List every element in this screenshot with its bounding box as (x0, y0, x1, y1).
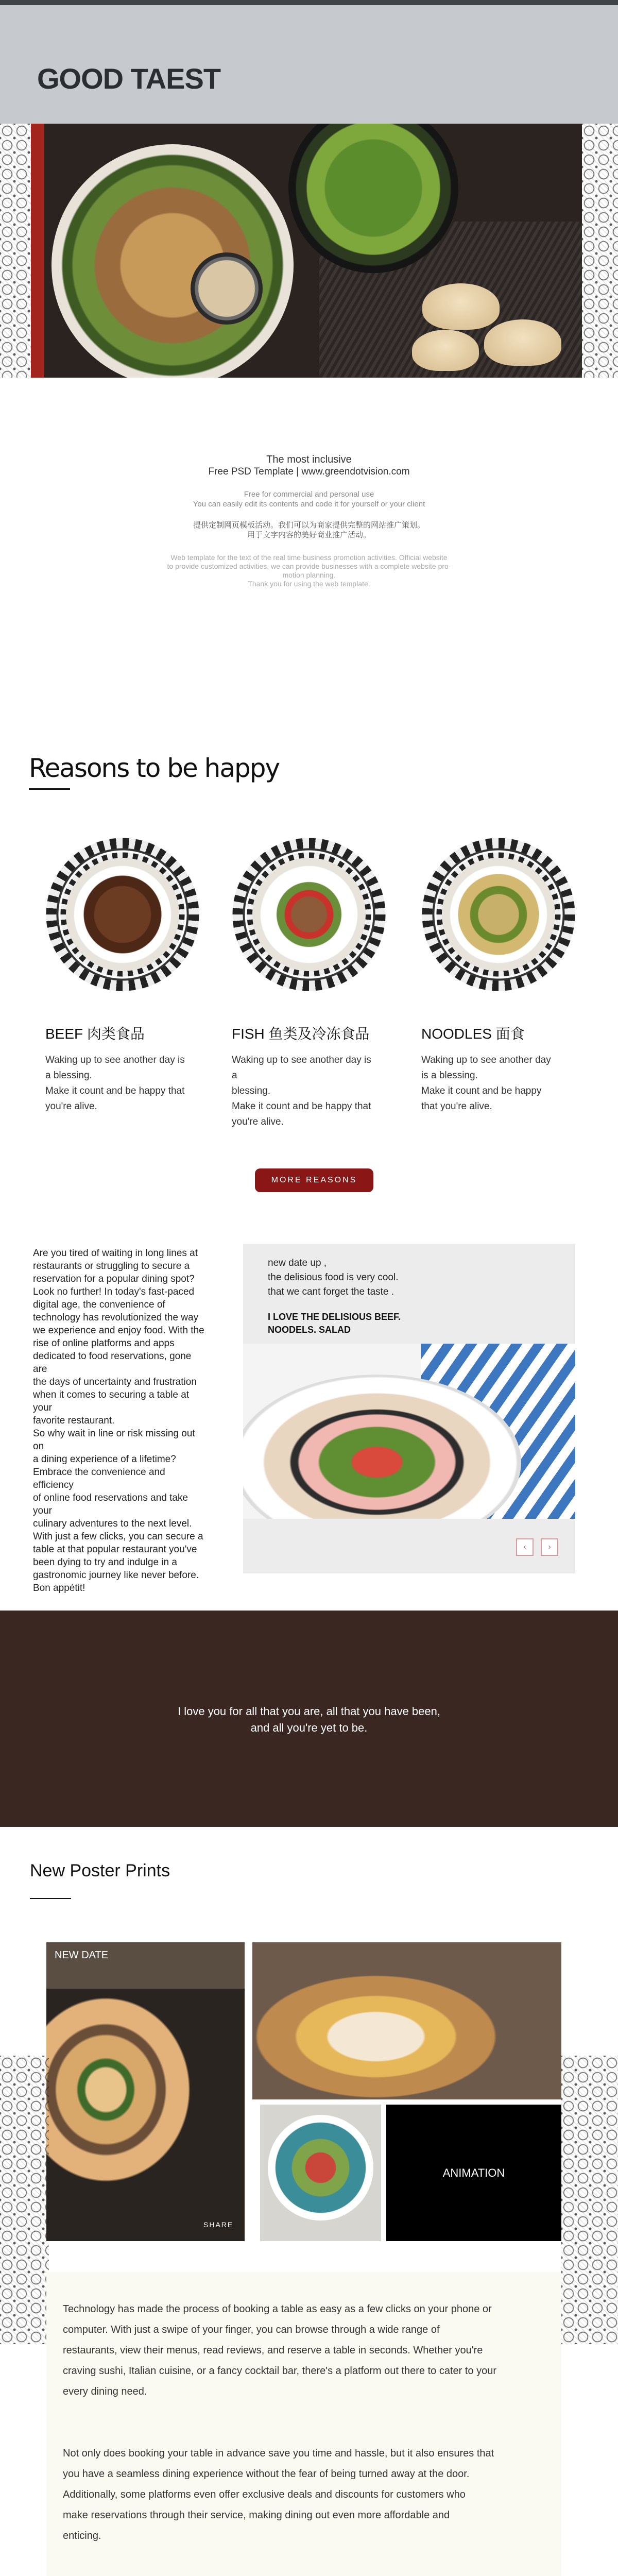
article-box (46, 2272, 561, 2576)
text-line: the days of uncertainty and frustration (33, 1377, 197, 1387)
hero-dumpling (422, 283, 500, 330)
text-line: computer. With just a swipe of your finger, you can browse through a wide range of (63, 2324, 440, 2335)
text-line: With just a few clicks, you can secure a (33, 1531, 203, 1542)
text-line: every dining need. (63, 2386, 147, 2397)
text-line: you have a seamless dining experience without the fear of being turned away at the door. (63, 2468, 470, 2480)
card-text: new date up , the delisious food is very cool. that we cant forget the taste . (268, 1258, 399, 1297)
text-line: dedicated to food reservations, gone are (33, 1351, 192, 1375)
text-line: Technology has made the process of booking a table as easy as a few clicks on your phone or (63, 2303, 492, 2315)
reason-text: Waking up to see another day is a blessing. Make it count and be happy that you're alive. (45, 1055, 185, 1112)
reason-text: Waking up to see another day is a blessing. Make it count and be happy that you're alive. (232, 1055, 371, 1127)
reason-card-noodles (421, 837, 576, 1126)
clams-image (46, 1989, 245, 2241)
posters-underline (30, 1898, 71, 1899)
tile-label: NEW DATE (55, 1950, 109, 1961)
hero-fried-chicken-plate (52, 144, 294, 378)
lace-decoration-right (582, 124, 618, 378)
reason-text: Waking up to see another day is a blessing. Make it count and be happy that you're alive. (421, 1055, 551, 1112)
hero-sauce-bowl (191, 252, 263, 325)
hero-red-accent (31, 124, 44, 378)
noodles-dish-image (442, 858, 555, 971)
prev-arrow-button[interactable]: ‹ (516, 1538, 534, 1556)
reason-title: FISH 鱼类及冷冻食品 (232, 1026, 370, 1042)
text-line: Embrace the convenience and efficiency (33, 1467, 165, 1490)
text-line: table at that popular restaurant you've (33, 1544, 197, 1555)
salad-bowl-image (268, 2115, 373, 2221)
intro-line: Free for commercial and personal use (244, 490, 374, 499)
text-line: craving sushi, Italian cuisine, or a fancy cocktail bar, there's a platform out there to cater to your (63, 2365, 497, 2377)
hero-dumpling (484, 319, 561, 366)
reasons-underline (29, 788, 70, 790)
brand-logo[interactable]: GOOD TAEST (37, 62, 221, 95)
poster-tile-seafood[interactable] (46, 1942, 245, 2241)
site-header (0, 5, 618, 124)
poster-tile-buffet[interactable] (252, 1942, 561, 2099)
text-line: gastronomic journey like never before. (33, 1570, 199, 1581)
text-line: restaurants, view their menus, read reviews, and reserve a table in seconds. Whether you're (63, 2345, 483, 2356)
hero-image (31, 124, 582, 378)
text-line: Look no further! In today's fast-paced (33, 1286, 195, 1297)
quote-text: I love you for all that you are, all that you have been, and all you're yet to be. (178, 1705, 440, 1734)
essay-text (33, 1247, 208, 1595)
text-line: digital age, the convenience of (33, 1299, 165, 1310)
poster-tile-salad[interactable] (260, 2105, 381, 2241)
lace-decoration-left (0, 124, 31, 378)
salad-photo (243, 1344, 575, 1519)
next-arrow-button[interactable]: › (541, 1538, 558, 1556)
article-paragraph (63, 2299, 547, 2402)
quote-banner (0, 1611, 618, 1827)
intro-line: to provide customized activities, we can provide businesses with a complete website pro- (167, 562, 451, 570)
article-paragraph (63, 2443, 547, 2546)
intro-line: 提供定制网页模板活动。我们可以为商家提供完整的网站推广策划。 (193, 521, 425, 530)
intro-line: Web template for the text of the real time business promotion activities. Official website (170, 553, 448, 562)
text-line: technology has revolutionized the way (33, 1312, 199, 1323)
reason-card-fish (232, 837, 386, 1126)
intro-line: motion planning. (282, 571, 336, 579)
intro-line: Thank you for using the web template. (248, 580, 370, 588)
card-highlight: I LOVE THE DELISIOUS BEEF. NOODELS. SALAD (268, 1312, 401, 1335)
poster-tile-animation[interactable]: ANIMATION (386, 2105, 561, 2241)
text-line: make reservations through their service, making dining out even more affordable and (63, 2510, 450, 2521)
text-line: we experience and enjoy food. With the (33, 1325, 204, 1336)
text-line: favorite restaurant. (33, 1415, 115, 1426)
text-line: Additionally, some platforms even offer exclusive deals and discounts for customers who (63, 2489, 466, 2500)
text-line: been dying to try and indulge in a (33, 1557, 177, 1568)
text-line: a dining experience of a lifetime? (33, 1454, 176, 1465)
text-line: Bon appétit! (33, 1583, 85, 1594)
text-line: rise of online platforms and apps (33, 1338, 175, 1349)
tile-caption: SHARE (203, 2221, 234, 2229)
lace-decoration-left (0, 2056, 49, 2344)
intro-block (0, 453, 618, 588)
lace-decoration-right (561, 2056, 618, 2344)
intro-line: You can easily edit its contents and code it for yourself or your client (193, 500, 425, 509)
text-line: Not only does booking your table in advance save you time and hassle, but it also ensures that (63, 2448, 494, 2459)
more-reasons-button[interactable]: MORE REASONS (255, 1168, 373, 1192)
promo-card (243, 1244, 575, 1573)
reason-title: NOODLES 面食 (421, 1026, 525, 1042)
text-line: of online food reservations and take your (33, 1493, 188, 1516)
intro-line: 用于文字内容的美好商业推广活动。 (247, 531, 371, 539)
text-line: restaurants or struggling to secure a (33, 1261, 190, 1272)
text-line: enticing. (63, 2530, 101, 2541)
reasons-title: Reasons to be happy (29, 753, 280, 783)
hero-dumpling (412, 330, 479, 371)
reason-title: BEEF 肉类食品 (45, 1026, 145, 1042)
posters-title: New Poster Prints (30, 1861, 170, 1880)
beef-dish-image (66, 858, 179, 971)
text-line: So why wait in line or risk missing out on (33, 1428, 195, 1452)
fish-dish-image (252, 858, 366, 971)
text-line: reservation for a popular dining spot? (33, 1274, 195, 1284)
reason-card-beef (45, 837, 200, 1126)
text-line: when it comes to securing a table at your (33, 1389, 190, 1413)
intro-line: The most inclusive (266, 454, 352, 465)
intro-line: Free PSD Template | www.greendotvision.com (208, 466, 410, 477)
text-line: culinary adventures to the next level. (33, 1518, 192, 1529)
top-bar (0, 0, 618, 5)
text-line: Are you tired of waiting in long lines at (33, 1248, 198, 1259)
